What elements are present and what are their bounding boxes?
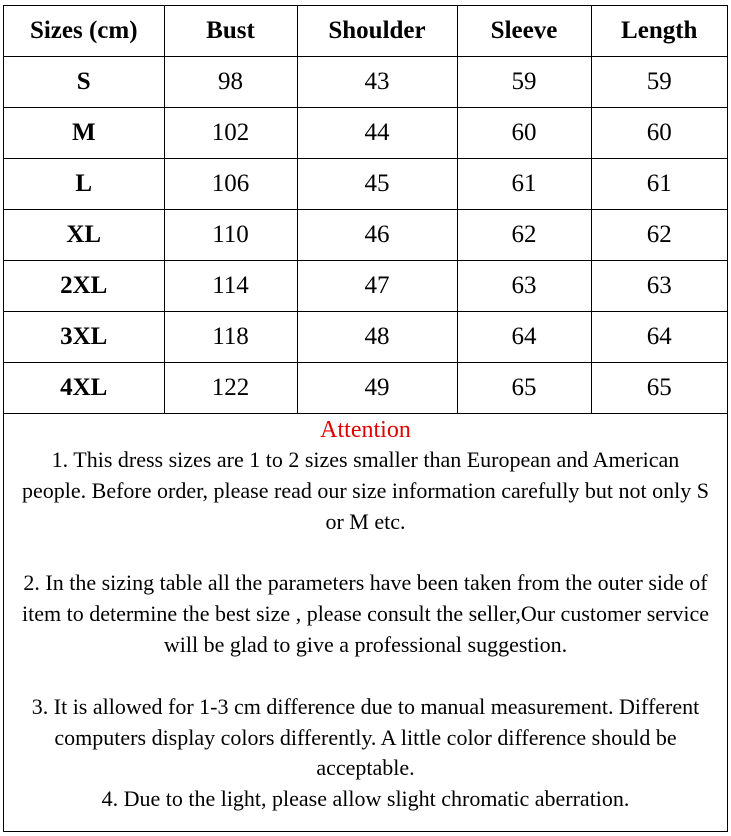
shoulder-value: 46 [297, 210, 457, 261]
size-label: L [4, 159, 164, 210]
sleeve-value: 65 [457, 363, 591, 414]
note-spacer [4, 537, 727, 568]
bust-value: 118 [164, 312, 297, 363]
bust-value: 122 [164, 363, 297, 414]
table-row [4, 261, 727, 312]
header-shoulder: Shoulder [297, 6, 457, 57]
table-row [4, 210, 727, 261]
table-row [4, 108, 727, 159]
header-sizes: Sizes (cm) [4, 6, 164, 57]
size-chart [3, 5, 728, 832]
attention-notes [4, 415, 727, 815]
shoulder-value: 48 [297, 312, 457, 363]
length-value: 63 [591, 261, 727, 312]
shoulder-value: 44 [297, 108, 457, 159]
size-label: 3XL [4, 312, 164, 363]
note-spacer [4, 661, 727, 692]
attention-title: Attention [320, 417, 411, 443]
sleeve-value: 60 [457, 108, 591, 159]
size-label: XL [4, 210, 164, 261]
length-value: 64 [591, 312, 727, 363]
table-row [4, 57, 727, 108]
sleeve-value: 61 [457, 159, 591, 210]
note-sizes-smaller: 1. This dress sizes are 1 to 2 sizes smaller than European and American people. Before order, please read our size information carefully but not only S or M etc. [22, 447, 709, 534]
header-row [4, 6, 727, 57]
length-value: 61 [591, 159, 727, 210]
size-label: S [4, 57, 164, 108]
size-table [4, 6, 727, 414]
sleeve-value: 59 [457, 57, 591, 108]
shoulder-value: 47 [297, 261, 457, 312]
sleeve-value: 63 [457, 261, 591, 312]
shoulder-value: 49 [297, 363, 457, 414]
length-value: 65 [591, 363, 727, 414]
bust-value: 114 [164, 261, 297, 312]
header-sleeve: Sleeve [457, 6, 591, 57]
bust-value: 98 [164, 57, 297, 108]
note-chromatic-aberration: 4. Due to the light, please allow slight chromatic aberration. [101, 786, 630, 812]
table-row [4, 363, 727, 414]
length-value: 60 [591, 108, 727, 159]
table-row [4, 159, 727, 210]
note-measurement-difference: 3. It is allowed for 1-3 cm difference due to manual measurement. Different computers display colors differently. A little color difference should be acceptable. [31, 693, 700, 781]
note-measurement-method: 2. In the sizing table all the parameters have been taken from the outer side of item to determine the best size , please consult the seller,Our customer service will be glad to give a professional suggestion. [22, 570, 709, 657]
length-value: 62 [591, 210, 727, 261]
header-bust: Bust [164, 6, 297, 57]
sleeve-value: 62 [457, 210, 591, 261]
header-length: Length [591, 6, 727, 57]
table-row [4, 312, 727, 363]
sleeve-value: 64 [457, 312, 591, 363]
shoulder-value: 43 [297, 57, 457, 108]
bust-value: 110 [164, 210, 297, 261]
length-value: 59 [591, 57, 727, 108]
bust-value: 102 [164, 108, 297, 159]
size-label: 2XL [4, 261, 164, 312]
size-label: M [4, 108, 164, 159]
size-label: 4XL [4, 363, 164, 414]
shoulder-value: 45 [297, 159, 457, 210]
bust-value: 106 [164, 159, 297, 210]
